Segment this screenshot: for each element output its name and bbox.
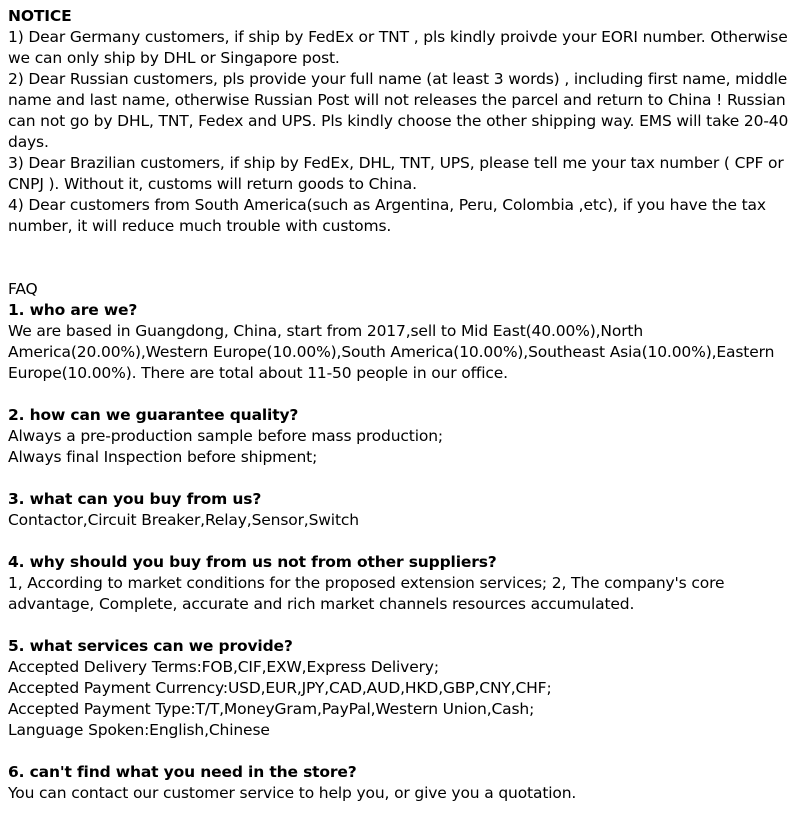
notice-title: NOTICE xyxy=(8,7,72,25)
faq-answer-line: Accepted Payment Type:T/T,MoneyGram,PayPal,Western Union,Cash; xyxy=(8,700,535,718)
faq-answer-line: Accepted Payment Currency:USD,EUR,JPY,CAD,AUD,HKD,GBP,CNY,CHF; xyxy=(8,679,552,697)
faq-answer-line: America(20.00%),Western Europe(10.00%),South America(10.00%),Southeast Asia(10.00%),Eastern xyxy=(8,343,775,361)
faq-item-cant-find xyxy=(8,762,795,804)
notice-line: 3) Dear Brazilian customers, if ship by FedEx, DHL, TNT, UPS, please tell me your tax number ( CPF or xyxy=(8,154,784,172)
notice-line: we can only ship by DHL or Singapore post. xyxy=(8,49,340,67)
faq-item-services xyxy=(8,636,795,741)
faq-spacer xyxy=(8,384,795,405)
faq-answer-line: You can contact our customer service to help you, or give you a quotation. xyxy=(8,784,577,802)
faq-item-quality xyxy=(8,405,795,468)
faq-answer-line: Language Spoken:English,Chinese xyxy=(8,721,270,739)
faq-spacer xyxy=(8,615,795,636)
faq-question: 6. can't find what you need in the store? xyxy=(8,763,357,781)
section-spacer xyxy=(8,237,795,279)
faq-question: 3. what can you buy from us? xyxy=(8,490,262,508)
faq-answer-line: We are based in Guangdong, China, start from 2017,sell to Mid East(40.00%),North xyxy=(8,322,644,340)
faq-spacer xyxy=(8,468,795,489)
faq-answer-line: Accepted Delivery Terms:FOB,CIF,EXW,Express Delivery; xyxy=(8,658,439,676)
faq-question: 1. who are we? xyxy=(8,301,138,319)
faq-question: 4. why should you buy from us not from other suppliers? xyxy=(8,553,497,571)
notice-line: name and last name, otherwise Russian Post will not releases the parcel and return to China ! Russian xyxy=(8,91,786,109)
faq-question: 2. how can we guarantee quality? xyxy=(8,406,299,424)
faq-answer-line: Always a pre-production sample before mass production; xyxy=(8,427,443,445)
faq-heading: FAQ xyxy=(8,280,38,298)
faq-item-who-are-we xyxy=(8,300,795,384)
notice-line: 2) Dear Russian customers, pls provide your full name (at least 3 words) , including first name, middle xyxy=(8,70,788,88)
faq-answer-line: Always final Inspection before shipment; xyxy=(8,448,318,466)
faq-item-products xyxy=(8,489,795,531)
faq-answer-line: 1, According to market conditions for the proposed extension services; 2, The company's core xyxy=(8,574,725,592)
notice-line: 4) Dear customers from South America(such as Argentina, Peru, Colombia ,etc), if you have the tax xyxy=(8,196,766,214)
notice-line: days. xyxy=(8,133,49,151)
faq-item-why-us xyxy=(8,552,795,615)
notice-line: 1) Dear Germany customers, if ship by FedEx or TNT , pls kindly proivde your EORI number. Otherwise xyxy=(8,28,788,46)
notice-line: can not go by DHL, TNT, Fedex and UPS. Pls kindly choose the other shipping way. EMS will take 20-40 xyxy=(8,112,789,130)
faq-spacer xyxy=(8,741,795,762)
faq-answer-line: Europe(10.00%). There are total about 11-50 people in our office. xyxy=(8,364,508,382)
notice-line: CNPJ ). Without it, customs will return goods to China. xyxy=(8,175,417,193)
faq-spacer xyxy=(8,531,795,552)
faq-answer-line: advantage, Complete, accurate and rich market channels resources accumulated. xyxy=(8,595,635,613)
notice-line: number, it will reduce much trouble with customs. xyxy=(8,217,392,235)
faq-section xyxy=(8,279,795,804)
faq-question: 5. what services can we provide? xyxy=(8,637,293,655)
notice-section xyxy=(8,6,795,237)
faq-answer-line: Contactor,Circuit Breaker,Relay,Sensor,Switch xyxy=(8,511,359,529)
